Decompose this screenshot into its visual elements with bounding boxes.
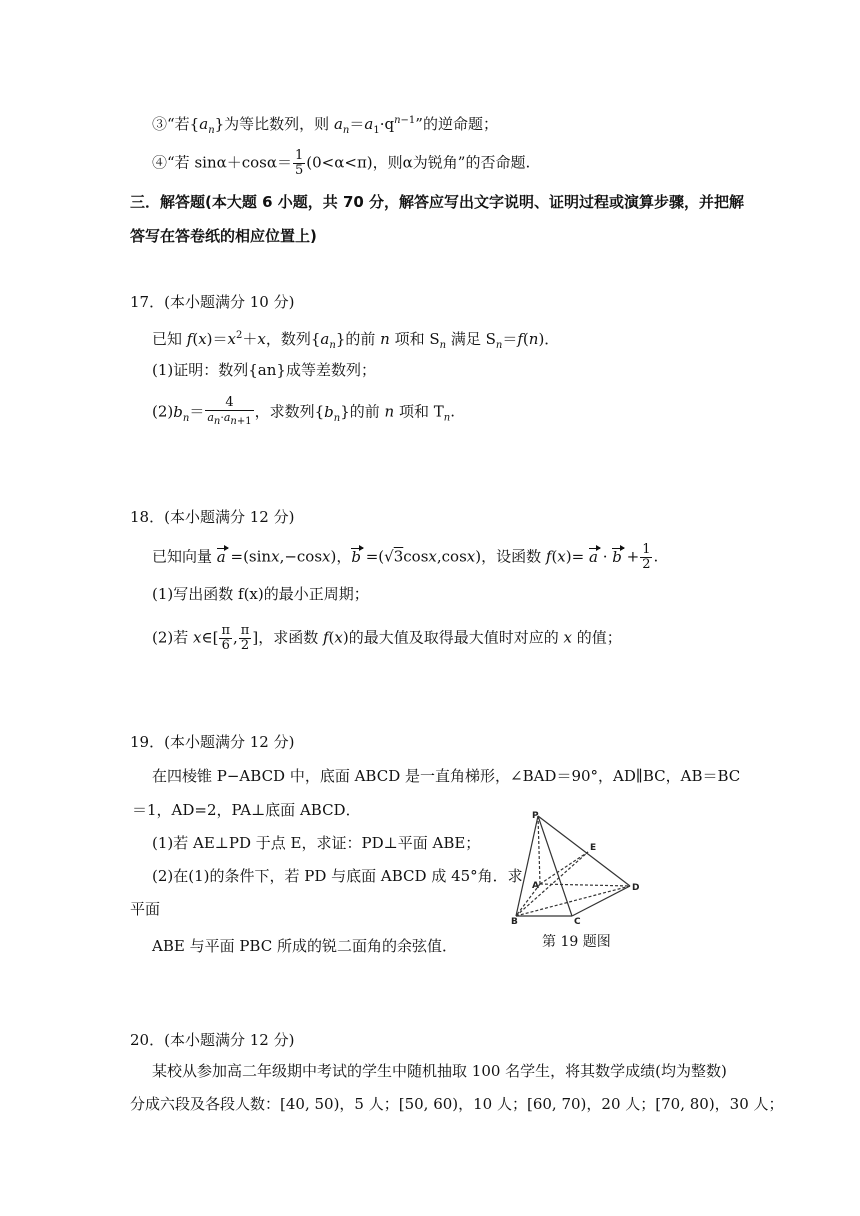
fraction: $\frac{1}{2}$	[642, 542, 651, 572]
item-label: ④	[152, 153, 168, 172]
section-heading-cont: 答写在答卷纸的相应位置上)	[130, 227, 317, 245]
fraction: $\frac{\pi}{2}$	[240, 623, 250, 653]
label-d: D	[632, 883, 640, 893]
fraction: $\frac{1}{5}$	[295, 148, 304, 178]
fraction: $\frac{\pi}{6}$	[221, 623, 231, 653]
edge-pa	[538, 816, 540, 884]
question-17-title: 17．(本小题满分 10 分)	[130, 293, 295, 311]
label-a: A	[532, 881, 539, 891]
pyramid-figure	[508, 808, 648, 928]
figure-caption: 第 19 题图	[542, 934, 611, 950]
q17-part2: $(2)b_n=$ $\frac{4}{a_n\cdot a_{n+1}}$ ，求数列$\{b_n\}$的前 n 项和 $T_n$.	[152, 395, 455, 428]
label-b: B	[511, 917, 518, 927]
q19-line2: ＝1，AD=2，PA⊥底面 ABCD．	[132, 801, 361, 819]
edge-ae	[540, 852, 588, 884]
item-16-3: ③“若$\{a_n\}$为等比数列，则 $a_n=a_1\cdot q^{n-1}$”的逆命题；	[152, 115, 498, 136]
q20-line2: 分成六段及各段人数：[40, 50)，5 人；[50, 60)，10 人；[60, 70)，20 人；[70, 80)，30 人；	[130, 1095, 784, 1113]
q19-part1: (1)若 AE⊥PD 于点 E，求证：PD⊥平面 ABE；	[152, 834, 481, 852]
question-20-title: 20．(本小题满分 12 分)	[130, 1031, 295, 1049]
q17-stem: 已知 $f(x)=x^2+x$，数列$\{a_n\}$的前 n 项和 $S_n$ 满足 $S_n=f(n)$．	[152, 330, 560, 351]
q19-part2: (2)在(1)的条件下，若 PD 与底面 ABCD 成 45°角．求	[152, 867, 523, 885]
question-18-title: 18．(本小题满分 12 分)	[130, 508, 295, 526]
q18-part1: (1)写出函数 f(x)的最小正周期；	[152, 585, 369, 603]
q18-part2: (2)若 x∈[ $\frac{\pi}{6}$ , $\frac{\pi}{2}$ ]，求函数 f(x)的最大值及取得最大值时对应的 x 的值；	[152, 623, 622, 653]
q19-last-line: ABE 与平面 PBC 所成的锐二面角的余弦值．	[152, 937, 457, 955]
section-heading: 三．解答题(本大题 6 小题，共 70 分，解答应写出文字说明、证明过程或演算步骤，并把解	[130, 193, 745, 211]
q18-stem: 已知向量 a =(sinx,−cosx)，b =(√3cosx,cosx)，设函数 f(x)= a · b + $\frac{1}{2}$ .	[152, 542, 659, 572]
item-text: ，则α为锐角”的否命题.	[372, 153, 531, 172]
label-p: P	[532, 811, 539, 821]
q19-line1: 在四棱锥 P−ABCD 中，底面 ABCD 是一直角梯形，∠BAD＝90°，AD∥BC，AB＝BC	[152, 767, 741, 785]
q19-plane-word: 平面	[130, 900, 161, 918]
q20-line1: 某校从参加高二年级期中考试的学生中随机抽取 100 名学生，将其数学成绩(均为整数)	[152, 1062, 727, 1080]
q17-part1: (1)证明：数列{an}成等差数列；	[152, 361, 376, 379]
question-19-title: 19．(本小题满分 12 分)	[130, 733, 295, 751]
edge-ad	[540, 884, 630, 886]
label-c: C	[574, 917, 581, 927]
fraction: $\frac{4}{a_n\cdot a_{n+1}}$	[207, 395, 252, 428]
item-16-4: ④“若 sinα＋cosα＝ $\frac{1}{5}$ (0<α<π)，则α为锐角”的否命题.	[152, 148, 531, 178]
edge-cd	[572, 886, 630, 916]
edge-pd	[538, 816, 630, 886]
item-label: ③	[152, 115, 168, 133]
label-e: E	[590, 843, 597, 853]
